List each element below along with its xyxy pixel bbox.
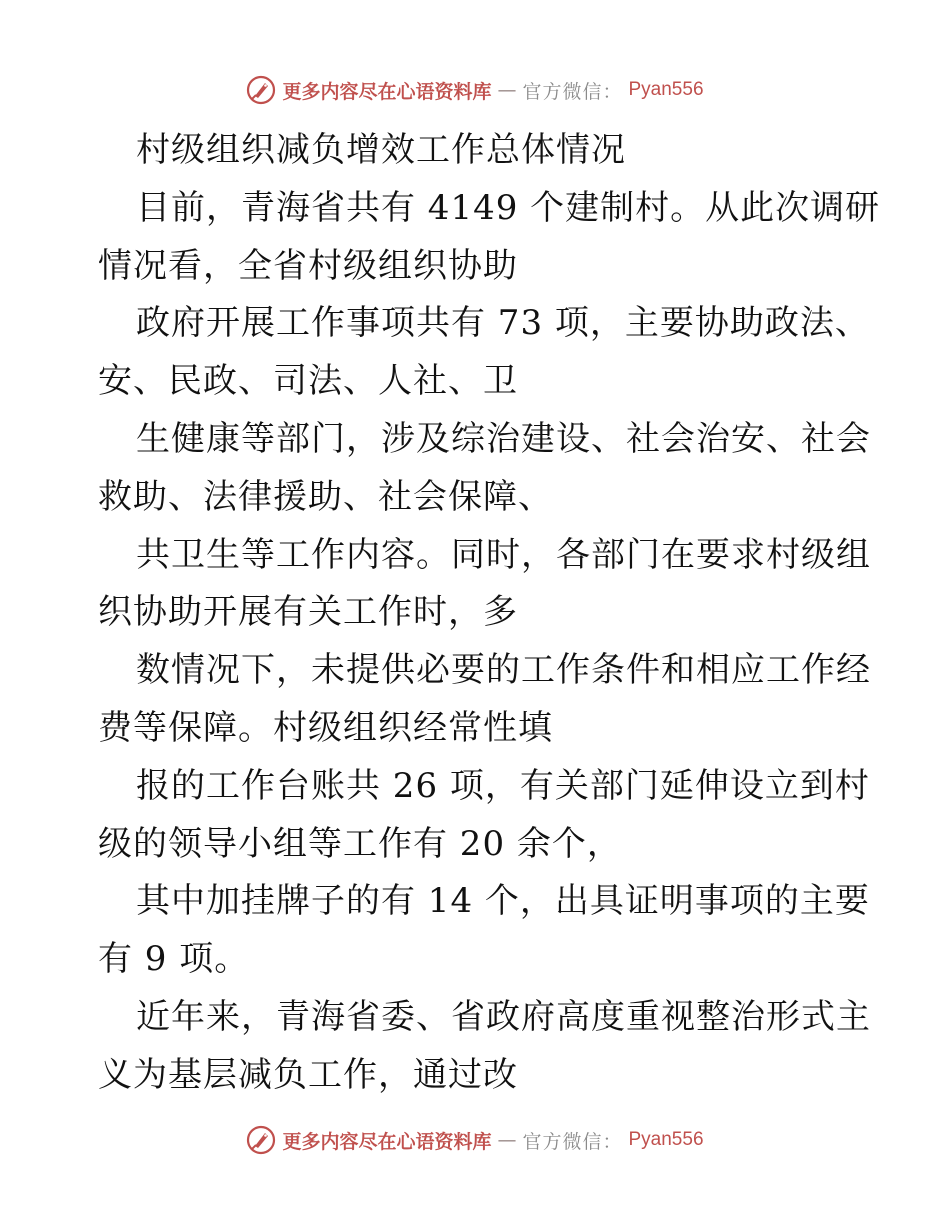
body-line: 织协助开展有关工作时，多: [98, 592, 518, 633]
watermark-wechat-id: Pyan556: [628, 1129, 704, 1150]
body-line: 数情况下，未提供必要的工作条件和相应工作经: [136, 650, 871, 691]
body-line: 报的工作台账共 26 项，有关部门延伸设立到村: [136, 765, 870, 806]
heading-line: 村级组织减负增效工作总体情况: [136, 130, 626, 170]
body-line: 近年来，青海省委、省政府高度重视整治形式主: [136, 996, 871, 1037]
pen-nib-logo-icon: [246, 75, 276, 105]
body-line: 安、民政、司法、人社、卫: [98, 361, 518, 402]
body-line: 救助、法律援助、社会保障、: [98, 476, 553, 517]
watermark-site-text: 更多内容尽在心语资料库: [282, 1130, 492, 1153]
body-line: 情况看，全省村级组织协助: [98, 245, 518, 286]
header-watermark: [0, 70, 950, 110]
pen-nib-logo-icon: [246, 1125, 276, 1155]
body-line: 费等保障。村级组织经常性填: [98, 707, 553, 748]
footer-watermark: [0, 1120, 950, 1160]
watermark-site-text: 更多内容尽在心语资料库: [282, 80, 492, 103]
document-body: [98, 122, 881, 1105]
watermark-dash: —: [497, 79, 517, 101]
body-line: 政府开展工作事项共有 73 项，主要协助政法、: [136, 303, 870, 344]
watermark-wechat-label: 官方微信：: [522, 1130, 623, 1153]
body-line: 其中加挂牌子的有 14 个，出具证明事项的主要: [136, 881, 870, 922]
body-line: 共卫生等工作内容。同时，各部门在要求村级组: [136, 534, 871, 575]
body-line: 级的领导小组等工作有 20 余个，: [98, 823, 622, 864]
watermark-wechat-id: Pyan556: [628, 79, 704, 100]
body-line: 义为基层减负工作，通过改: [98, 1054, 518, 1095]
watermark-dash: —: [497, 1129, 517, 1151]
body-line: 有 9 项。: [98, 939, 250, 980]
watermark-wechat-label: 官方微信：: [522, 80, 623, 103]
body-line: 生健康等部门，涉及综治建设、社会治安、社会: [136, 418, 871, 459]
body-line: 目前，青海省共有 4149 个建制村。从此次调研: [136, 187, 881, 228]
